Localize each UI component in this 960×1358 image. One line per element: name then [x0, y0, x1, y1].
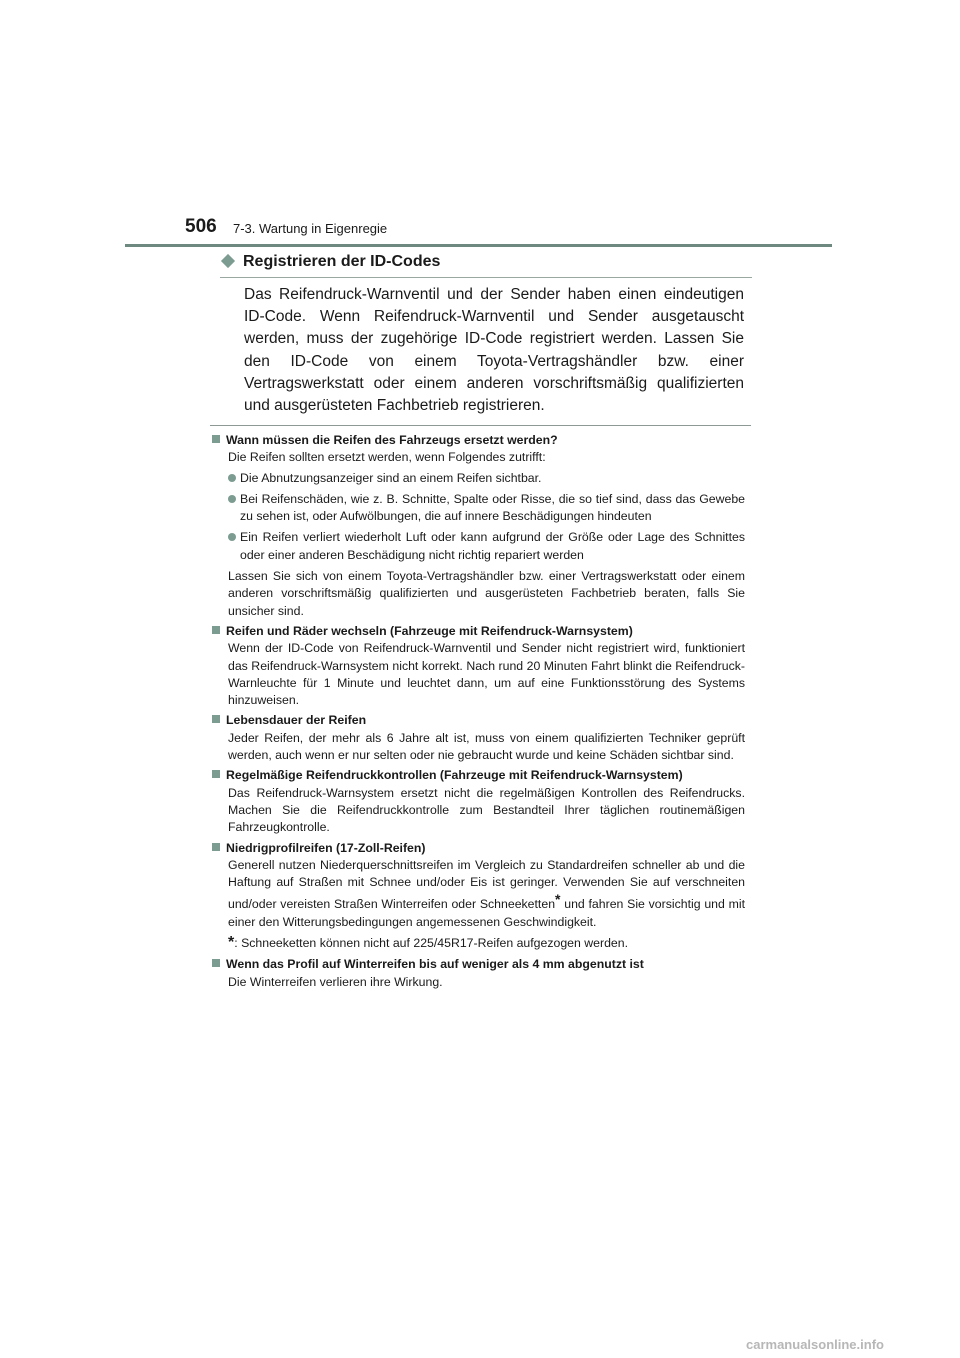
notes [212, 432, 745, 994]
note-heading: Reifen und Räder wechseln (Fahrzeuge mit Reifendruck-Warnsystem) [212, 623, 745, 640]
note-heading: Wann müssen die Reifen des Fahrzeugs ersetzt werden? [212, 432, 745, 449]
note-text: Die Winterreifen verlieren ihre Wirkung. [228, 974, 443, 989]
note-winter-tires [212, 956, 745, 991]
square-bullet-icon [212, 770, 220, 778]
section-heading [220, 253, 752, 278]
square-bullet-icon [212, 843, 220, 851]
section-title: Registrieren der ID-Codes [243, 253, 441, 270]
square-bullet-icon [212, 715, 220, 723]
note-low-profile-tires [212, 840, 745, 953]
note-heading: Wenn das Profil auf Winterreifen bis auf weniger als 4 mm abgenutzt ist [212, 956, 745, 973]
note-text: Das Reifendruck-Warnsystem ersetzt nicht die regelmäßigen Kontrollen des Reifendrucks. Machen Sie die Reifendruckkontrolle zum Bestandteil Ihrer täglichen routinemäßigen Fahrzeugkontrolle. [228, 785, 745, 835]
circle-bullet-icon [228, 474, 236, 482]
diamond-icon [221, 254, 235, 268]
note-tire-lifespan [212, 712, 745, 764]
square-bullet-icon [212, 435, 220, 443]
circle-bullet-icon [228, 533, 236, 541]
note-pressure-checks [212, 767, 745, 836]
note-heading: Niedrigprofilreifen (17-Zoll-Reifen) [212, 840, 745, 857]
list-item: Bei Reifenschäden, wie z. B. Schnitte, Spalte oder Risse, die so tief sind, dass das Gewebe zu sehen ist, oder Aufwölbungen, die auf innere Beschädigungen hindeuten [212, 491, 745, 526]
note-wheel-change [212, 623, 745, 709]
divider [210, 425, 751, 426]
square-bullet-icon [212, 626, 220, 634]
list-item: Ein Reifen verliert wiederholt Luft oder kann aufgrund der Größe oder Lage des Schnittes oder einer anderen Beschädigung nicht richtig repariert werden [212, 529, 745, 564]
square-bullet-icon [212, 959, 220, 967]
circle-bullet-icon [228, 495, 236, 503]
note-tire-replacement [212, 432, 745, 620]
running-head: 7-3. Wartung in Eigenregie [233, 221, 388, 236]
list-item: Die Abnutzungsanzeiger sind an einem Reifen sichtbar. [212, 470, 745, 487]
note-text: Jeder Reifen, der mehr als 6 Jahre alt ist, muss von einem qualifizierten Techniker geprüft werden, auch wenn er nur selten oder nie gebraucht wurde und keine Schäden sichtbar sind. [228, 730, 745, 763]
footnote: *: Schneeketten können nicht auf 225/45R17-Reifen aufgezogen werden. [228, 934, 629, 952]
note-intro: Die Reifen sollten ersetzt werden, wenn Folgendes zutrifft: [228, 450, 546, 465]
note-heading: Lebensdauer der Reifen [212, 712, 745, 729]
watermark: carmanualsonline.info [746, 1337, 884, 1352]
header-rule [125, 244, 832, 247]
note-heading: Regelmäßige Reifendruckkontrollen (Fahrzeuge mit Reifendruck-Warnsystem) [212, 767, 745, 784]
note-text: Wenn der ID-Code von Reifendruck-Warnventil und Sender nicht registriert wird, funktioniert das Reifendruck-Warnsystem nicht korrekt. Nach rund 20 Minuten Fahrt blinkt die Reifendruck-Warnleuchte für 1 Minute und leuchtet dann, um auf eine Funktionsstörung des Systems hinzuweisen. [228, 641, 745, 708]
section-body: Das Reifendruck-Warnventil und der Sender haben einen eindeutigen ID-Code. Wenn Reifendruck-Warnventil und Sender ausgetauscht werden, muss der zugehörige ID-Code registriert werden. Lassen Sie den ID-Code von einem Toyota-Vertragshändler bzw. einer Vertragswerkstatt oder einem anderen vorschriftsmäßig qualifizierten und ausgerüsteten Fachbetrieb registrieren. [244, 286, 744, 415]
note-outro: Lassen Sie sich von einem Toyota-Vertragshändler bzw. einer Vertragswerkstatt oder einem anderen vorschriftsmäßig qualifizierten und ausgerüsteten Fachbetrieb beraten, falls Sie unsicher sind. [228, 569, 745, 618]
footnote-marker: * [555, 891, 561, 908]
note-text: Generell nutzen Niederquerschnittsreifen im Vergleich zu Standardreifen schneller ab und die Haftung auf Straßen mit Schnee und/oder Eis ist geringer. Verwenden Sie auf verschneiten und/oder vereisten Straßen Winterreifen oder Schneeketten* und fahren Sie vorsichtig und mit einer den Witterungsbedingungen angemessenen Geschwindigkeit. [228, 857, 745, 929]
page-number: 506 [185, 216, 217, 237]
